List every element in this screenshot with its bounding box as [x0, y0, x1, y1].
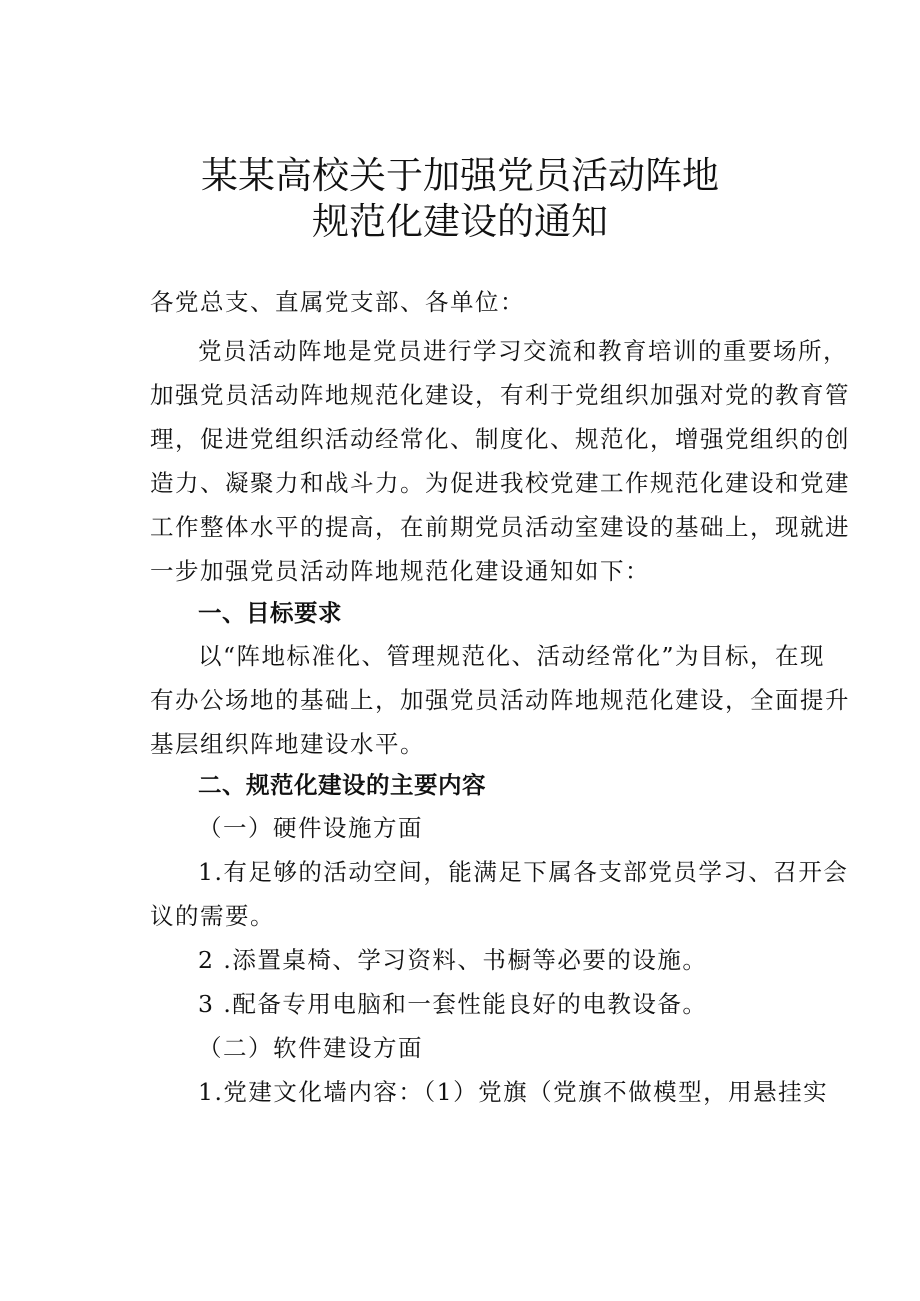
- hardware-item-1-cont: 议的需要。: [150, 902, 275, 930]
- intro-line: 一步加强党员活动阵地规范化建设通知如下：: [150, 557, 650, 585]
- intro-line: 加强党员活动阵地规范化建设，有利于党组织加强对党的教育管: [150, 381, 850, 409]
- intro-line: 党员活动阵地是党员进行学习交流和教育培训的重要场所，: [198, 337, 848, 365]
- section1-body-line: 基层组织阵地建设水平。: [150, 730, 425, 758]
- salutation: 各党总支、直属党支部、各单位：: [150, 288, 525, 316]
- intro-line: 造力、凝聚力和战斗力。为促进我校党建工作规范化建设和党建: [150, 469, 850, 497]
- hardware-item-2: 2 .添置桌椅、学习资料、书橱等必要的设施。: [198, 946, 708, 974]
- hardware-item-3: 3 .配备专用电脑和一套性能良好的电教设备。: [198, 990, 708, 1018]
- section1-body-line: 以“阵地标准化、管理规范化、活动经常化”为目标，在现: [198, 642, 826, 670]
- subsection-software: （二）软件建设方面: [198, 1034, 423, 1062]
- subsection-hardware: （一）硬件设施方面: [198, 814, 423, 842]
- section-heading-goals: 一、目标要求: [198, 599, 342, 627]
- software-item-1: 1.党建文化墙内容：（1）党旗（党旗不做模型，用悬挂实: [198, 1078, 829, 1106]
- document-title-line-2: 规范化建设的通知: [312, 200, 608, 243]
- intro-line: 工作整体水平的提高，在前期党员活动室建设的基础上，现就进: [150, 513, 850, 541]
- intro-line: 理，促进党组织活动经常化、制度化、规范化，增强党组织的创: [150, 425, 850, 453]
- document-title-line-1: 某某高校关于加强党员活动阵地: [201, 154, 719, 197]
- section-heading-content: 二、规范化建设的主要内容: [198, 771, 486, 799]
- hardware-item-1: 1.有足够的活动空间，能满足下属各支部党员学习、召开会: [198, 858, 849, 886]
- section1-body-line: 有办公场地的基础上，加强党员活动阵地规范化建设，全面提升: [150, 686, 850, 714]
